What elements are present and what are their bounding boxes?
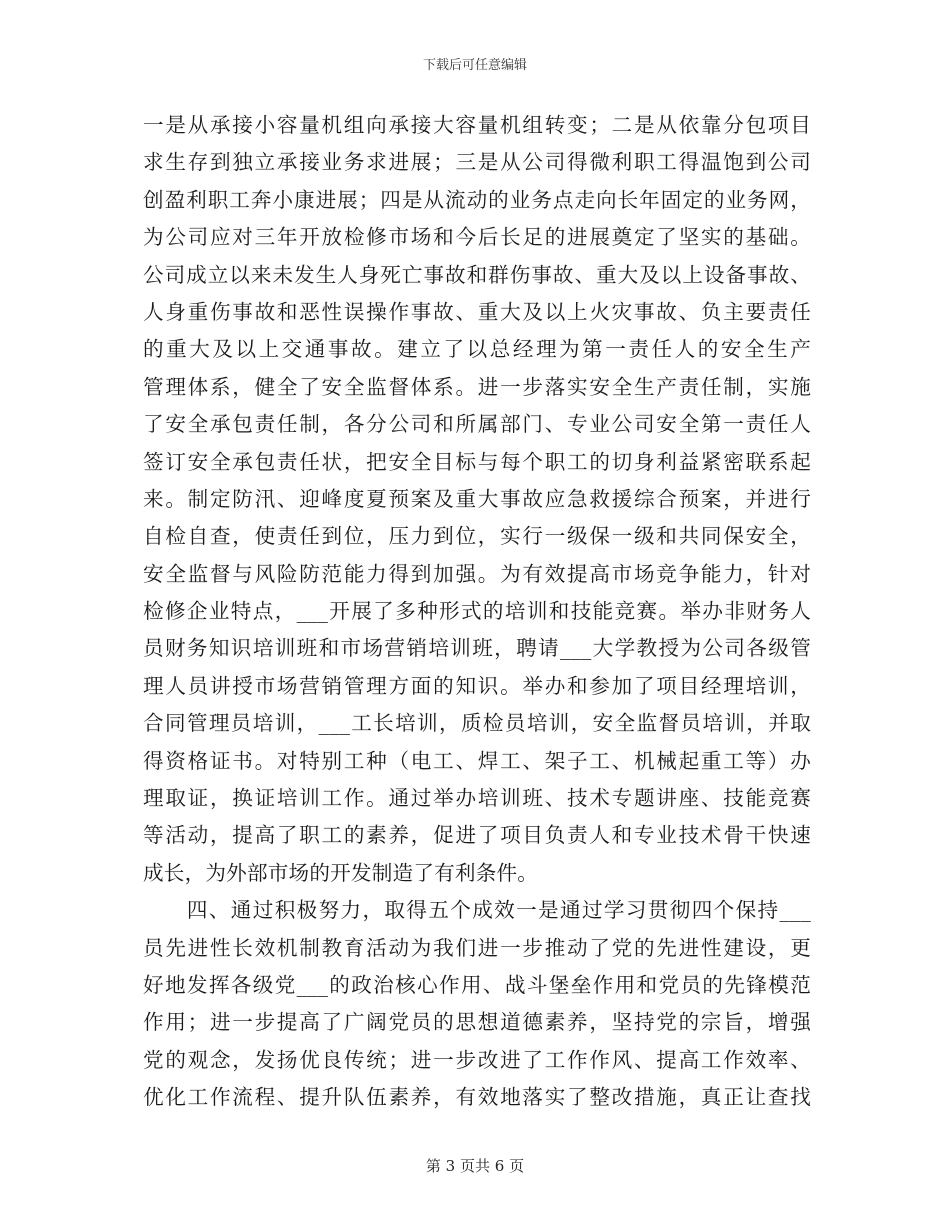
text-line: 签订安全承包责任状，把安全目标与每个职工的切身利益紧密联系起: [143, 449, 811, 474]
text-line: 创盈利职工奔小康进展；四是从流动的业务点走向长年固定的业务网，: [143, 187, 811, 212]
text-line: 员先进性长效机制教育活动为我们进一步推动了党的先进性建设，更: [143, 935, 811, 960]
text-line: 公司成立以来未发生人身死亡事故和群伤事故、重大及以上设备事故、: [143, 262, 811, 287]
document-body: [143, 107, 811, 1117]
text-line: 为公司应对三年开放检修市场和今后长足的进展奠定了坚实的基础。: [143, 225, 811, 250]
page-header: 下载后可任意编辑: [422, 58, 527, 73]
text-line: 理取证，换证培训工作。通过举办培训班、技术专题讲座、技能竞赛: [143, 786, 811, 811]
page-footer: 第 3 页共 6 页: [425, 1157, 525, 1175]
text-line: 求生存到独立承接业务求进展；三是从公司得微利职工得温饱到公司: [143, 150, 811, 175]
text-line: 的重大及以上交通事故。建立了以总经理为第一责任人的安全生产: [143, 337, 811, 362]
text-line: 好地发挥各级党___的政治核心作用、战斗堡垒作用和党员的先锋模范: [143, 972, 811, 997]
text-line: 党的观念，发扬优良传统；进一步改进了工作作风、提高工作效率、: [143, 1047, 811, 1072]
text-line: 合同管理员培训，___工长培训，质检员培训，安全监督员培训，并取: [143, 711, 811, 736]
text-line: 四、通过积极努力，取得五个成效一是通过学习贯彻四个保持___: [143, 898, 811, 923]
text-line: 自检自查，使责任到位，压力到位，实行一级保一级和共同保安全，: [143, 524, 811, 549]
text-line: 等活动，提高了职工的素养，促进了项目负责人和专业技术骨干快速: [143, 823, 811, 848]
text-line: 员财务知识培训班和市场营销培训班，聘请___大学教授为公司各级管: [143, 636, 811, 661]
text-line: 作用；进一步提高了广阔党员的思想道德素养，坚持党的宗旨，增强: [143, 1010, 811, 1035]
text-line: 一是从承接小容量机组向承接大容量机组转变；二是从依靠分包项目: [143, 113, 811, 137]
text-line: 检修企业特点，___开展了多种形式的培训和技能竞赛。举办非财务人: [143, 599, 811, 624]
text-line: 得资格证书。对特别工种（电工、焊工、架子工、机械起重工等）办: [143, 748, 811, 773]
text-line: 人身重伤事故和恶性误操作事故、重大及以上火灾事故、负主要责任: [143, 299, 811, 324]
text-line: 了安全承包责任制，各分公司和所属部门、专业公司安全第一责任人: [143, 412, 811, 437]
text-line: 成长，为外部市场的开发制造了有利条件。: [143, 860, 539, 885]
text-line: 来。制定防汛、迎峰度夏预案及重大事故应急救援综合预案，并进行: [143, 486, 811, 511]
text-line: 管理体系，健全了安全监督体系。进一步落实安全生产责任制，实施: [143, 374, 811, 399]
text-line: 安全监督与风险防范能力得到加强。为有效提高市场竞争能力，针对: [143, 561, 811, 586]
text-line: 理人员讲授市场营销管理方面的知识。举办和参加了项目经理培训，: [143, 673, 811, 698]
text-line: 优化工作流程、提升队伍素养，有效地落实了整改措施，真正让查找: [143, 1085, 811, 1110]
